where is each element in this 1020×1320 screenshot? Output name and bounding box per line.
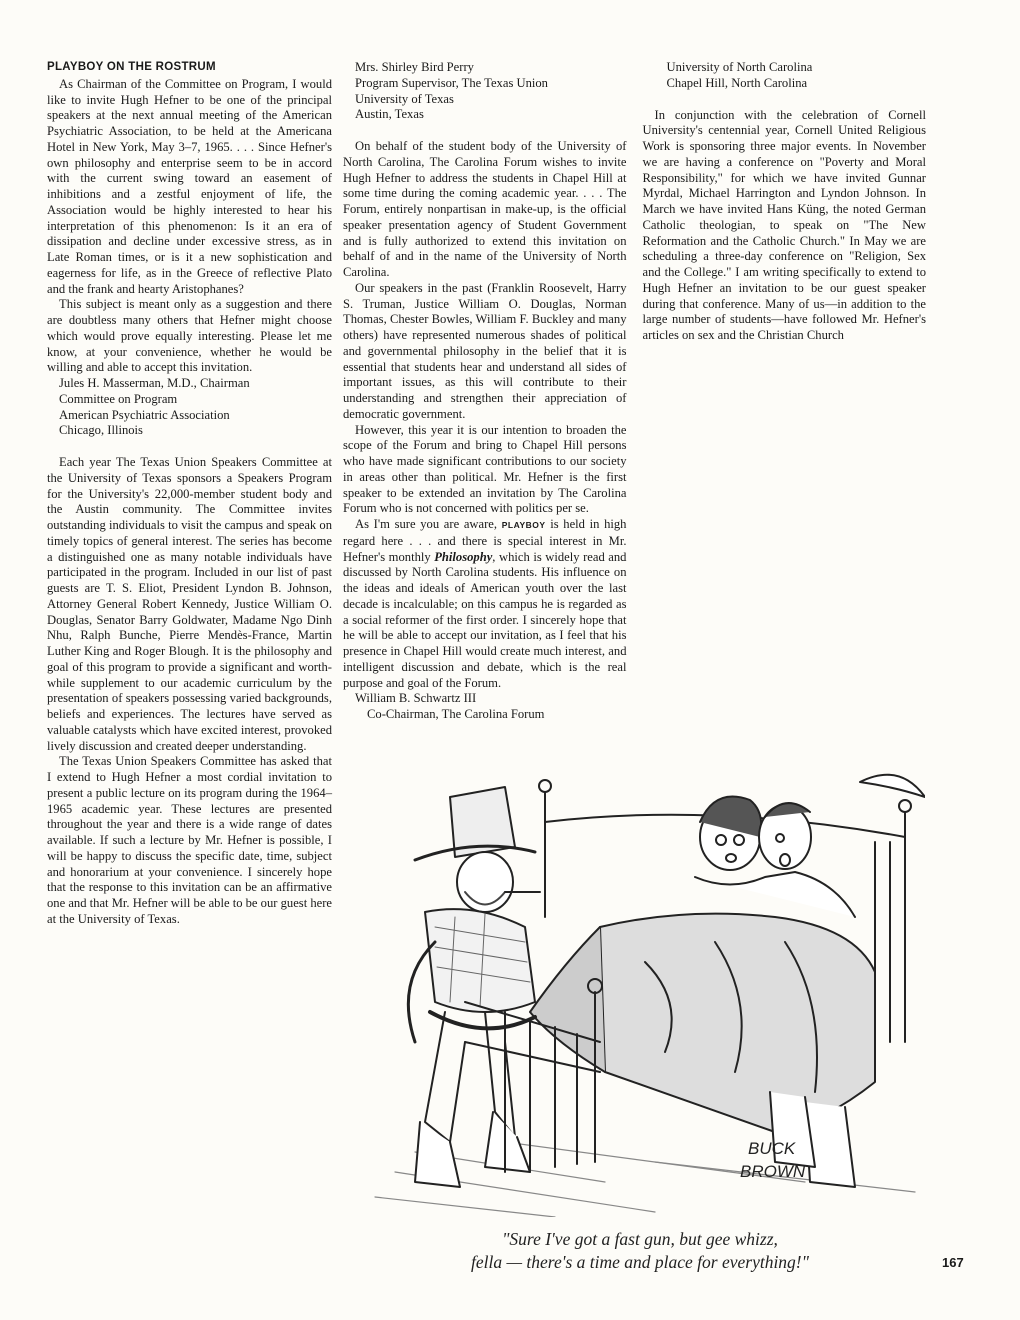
letter2-signature <box>343 60 627 123</box>
letter2-paragraph-2: The Texas Union Speakers Committee has asked that I extend to Hugh Hefner a most cordial invitation to present a public lecture on its program during the 1964–1965 academic year. These lectures are presented throughout the year and there is a wide range of dates available. If such a lecture by Mr. Hefner is possible, I will be happy to discuss the specific date, time, subject and honorarium at your convenience. I sincerely hope that the response to this invitation can be an affirmative one and that Mr. Hefner will be able to be our guest here at the University of Texas. <box>47 754 333 926</box>
section-title: PLAYBOY ON THE ROSTRUM <box>47 61 216 73</box>
signature-line: Austin, Texas <box>355 107 424 122</box>
signature-line: Chapel Hill, North Carolina <box>666 75 808 90</box>
bed-blanket <box>530 914 875 1132</box>
artist-signature-line2: BROWN <box>740 1162 806 1181</box>
letter4-paragraph-1: In conjunction with the celebration of Cornell University's centennial year, Cornell United Religious Work is sponsoring three major events. In November we are having a conference on "Poverty and Moral Responsibility," for which we have invited Gunnar Myrdal, Michael Harrington and Lyndon Johnson. In March we have invited Hans Küng, the noted German Catholic theologian, to speak on "The New Reformation and the Catholic Church." In May we are scheduling a three-day conference on "Religion, Sex and the College." I am writing specifically to extend to Hugh Hefner an invitation to be our guest speaker during that conference. Many of us—in addition to the large number of students—have followed Mr. Hefner's articles on sex and the Christian Church <box>642 107 926 342</box>
signature-line: Mrs. Shirley Bird Perry <box>355 60 474 74</box>
hat-on-bedpost <box>860 775 925 797</box>
cartoon-illustration <box>355 742 925 1217</box>
signature-line: William B. Schwartz III <box>355 691 477 706</box>
signature-line: University of North Carolina <box>666 60 813 74</box>
caption-line-2: fella — there's a time and place for everything!" <box>470 1252 809 1272</box>
cowboy-figure <box>408 787 540 1187</box>
page-number: 167 <box>942 1255 964 1270</box>
caption-line-1: "Sure I've got a fast gun, but gee whizz, <box>502 1229 778 1249</box>
playboy-wordmark: PLAYBOY <box>501 520 546 530</box>
philosophy-title: Philosophy <box>434 549 493 564</box>
letter3-paragraph-1: On behalf of the student body of the University of North Carolina, The Carolina Forum wishes to invite Hugh Hefner to address the students in Chapel Hill at some time during the coming academic year. . . . The Forum, entirely nonpartisan in make-up, is the official speaker presentation agency of Student Government and is fully authorized to extend this invitation on behalf of and in the name of the University of North Carolina. <box>343 139 627 279</box>
artist-signature-line1: BUCK <box>748 1139 796 1158</box>
signature-line: University of Texas <box>355 91 454 106</box>
letter1-signature <box>59 376 332 439</box>
signature-line: Co-Chairman, The Carolina Forum <box>367 707 545 721</box>
signature-line: Program Supervisor, The Texas Union <box>355 75 548 90</box>
letter2-paragraph-1: Each year The Texas Union Speakers Committee at the University of Texas sponsors a Speakers Program for the University's 22,000-member student body and the Austin community. The Committee invites outstanding individuals to visit the campus and speak on timely topics of general interest. The series has become a distinguished one as many notable individuals have participated in the program. Included in our list of past guests are T. S. Eliot, President Lyndon B. Johnson, Attorney General Robert Kennedy, Justice William O. Douglas, Senator Barry Goldwater, Madame Ngo Dinh Nhu, Ralph Bunche, Pierre Mendès-France, Martin Luther King and Roger Blough. It is the philosophy and goal of this program to provide a significant and worth-while supplement to our academic curriculum by the presentation of speakers possessing varied backgrounds, beliefs and experiences. The lectures have served as valuable catalysts which have excited interest, provoked lively discussion and created deeper understanding. <box>47 455 332 753</box>
letter3-paragraph-2: Our speakers in the past (Franklin Roosevelt, Harry S. Truman, Justice William O. Douglas, Norman Thomas, Chester Bowles, William F. Buckley and many others) have represented numerous shades of political and governmental philosophy in the belief that it is essential that students hear and understand all sides of important issues, as this will contribute to their understanding and strengthen their appreciation of democratic government. <box>343 280 627 421</box>
column-middle <box>343 60 926 732</box>
column-left <box>47 60 332 928</box>
letter1-paragraph-1: As Chairman of the Committee on Program, I would like to invite Hugh Hefner to be one of the principal speakers at the next annual meeting of the American Psychiatric Association, to be held at the Americana Hotel in New York, May 3–7, 1965. . . . Since Hefner's own philosophy and enterprise seem to be in accord with the current swing toward an easement of inhibitions and a zestful enjoyment of life, the Association would be highly interested to hear his interpretation of this phenomenon: Is it an era of dissipation and decline under excessive stress, as in Late Roman times, or is it a new sophistication and eagerness for life, as in the Greece of reflective Plato and the frank and hearty Aristophanes? <box>47 76 332 296</box>
signature-line: American Psychiatric Association <box>59 407 230 422</box>
signature-line: Chicago, Illinois <box>59 423 143 438</box>
signature-line: Committee on Program <box>59 391 178 406</box>
signature-line: Jules H. Masserman, M.D., Chairman <box>59 376 250 390</box>
cartoon-caption <box>350 1228 930 1274</box>
letter3-paragraph-3: However, this year it is our intention to broaden the scope of the Forum and bring to Chapel Hill persons who have made significant contributions to our society in areas other than political. Mr. Hefner is the first speaker to be extended an invitation by The Carolina Forum who is not concerned with politics per se. <box>343 422 627 516</box>
couple-figures <box>695 796 855 917</box>
letter1-paragraph-2: This subject is meant only as a suggestion and there are doubtless many others that Hefner might choose which would prove equally interesting. Please let me know, at your convenience, whether he would be willing and able to accept this invitation. <box>47 297 332 375</box>
letter3-paragraph-4: As I'm sure you are aware, PLAYBOY is held in high regard here . . . and there is special interest in Mr. Hefner's monthly Philosophy, which is widely read and discussed by North Carolina students. His influence on the ideas and ideals of American youth over the last decade is incalculable; on this campus he is regarded as a social reformer of the first order. I sincerely hope that he will be able to accept our invitation, as I feel that his presence in Chapel Hill would create much interest, and intelligent discussion and debate, which is the real purpose and goal of the Forum. <box>343 517 627 690</box>
